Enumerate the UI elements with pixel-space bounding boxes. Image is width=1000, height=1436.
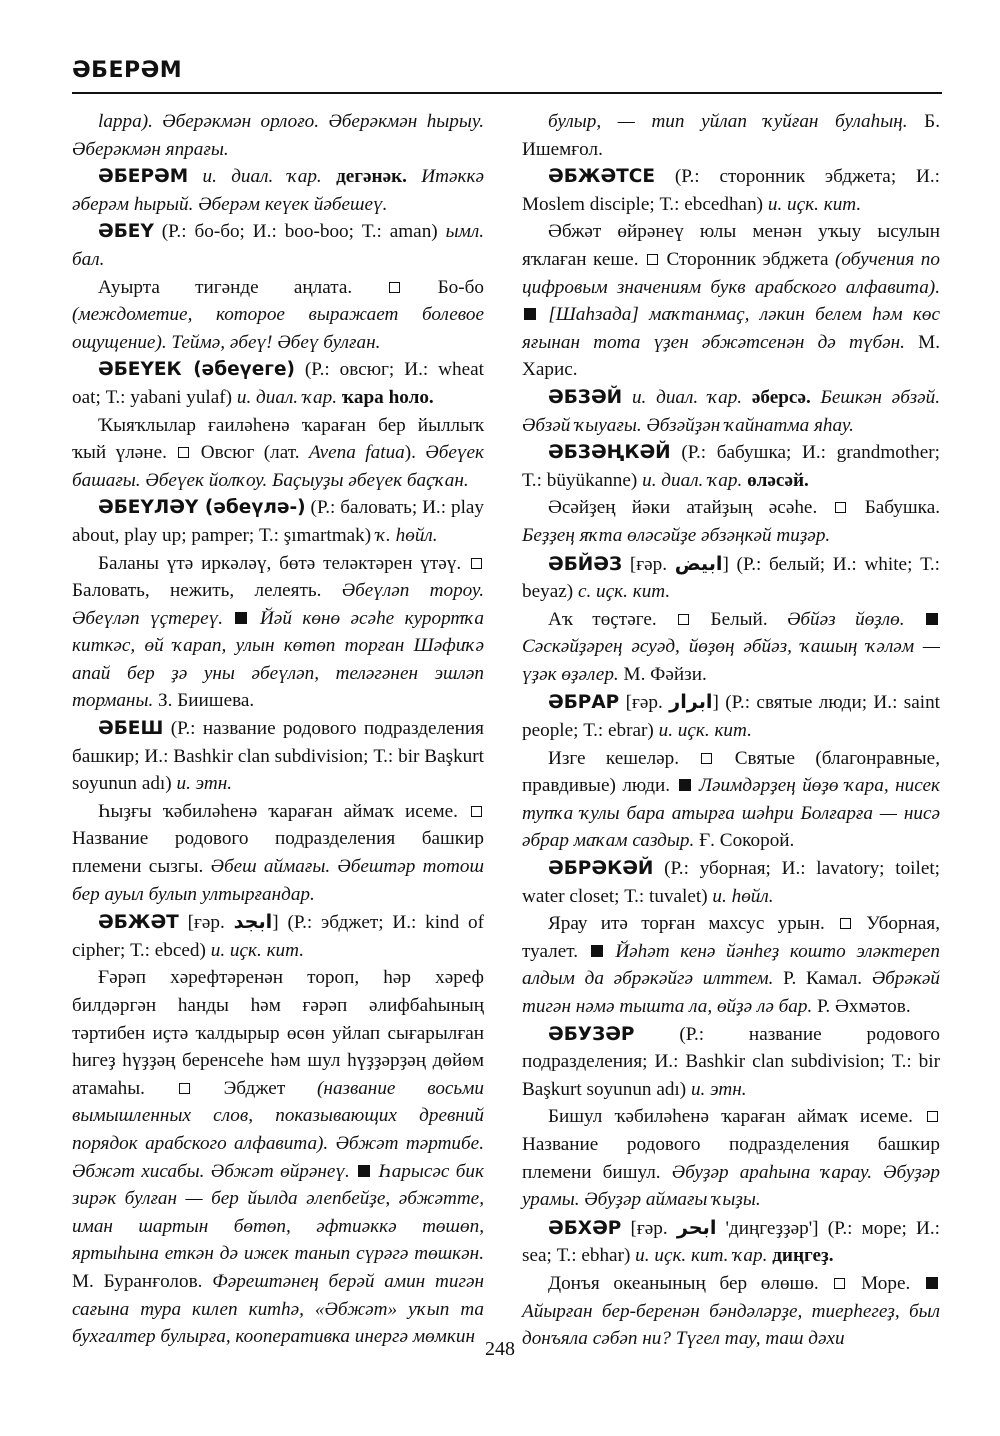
russian-translation-marker-icon bbox=[834, 1278, 845, 1289]
entry-paragraph bbox=[522, 494, 940, 549]
text: Название родового подразделения башкир племени сызгы. bbox=[72, 828, 484, 878]
italic-text: и. диал. ҡар. bbox=[236, 386, 342, 408]
headword: ƏБЗƏҢКƏЙ bbox=[548, 442, 671, 464]
dictionary-entry bbox=[522, 384, 940, 439]
entry-paragraph bbox=[72, 798, 484, 908]
text: Ғəрəп хəрефтəренəн тороп, һəр хəреф билдəргəн һанды һəм ғəрəп əлифбаһының тəртибен иҫтə ҡалдырыр өсөн уйлап сығарылған һигеҙ һүҙҙəң беренсеһе һəм шул һүҙҙəрҙəң дөйөм атамаһы. bbox=[72, 967, 484, 1099]
italic-text: Əбуҙəр араһына ҡарау. Əбуҙəр урамы. Əбуҙəр аймағы ҡыҙы. bbox=[522, 1161, 941, 1211]
quotation-marker-icon bbox=[235, 612, 247, 624]
dictionary-entry bbox=[72, 494, 484, 549]
italic-text: Фəрештəнең берəй амин тигəн сағына тура килеп китһə, «Əбжəт» уҡып та бухгалтер булырға, кооперативка инергə мөмкин bbox=[72, 1270, 485, 1348]
text: (Р.: название родового подразделения башкир; И.: Bashkir clan subdivision; Т.: bir Başkurt soyunun adı) bbox=[72, 718, 484, 795]
headword: ƏБУЗƏР bbox=[548, 1023, 635, 1045]
dictionary-entry bbox=[522, 688, 940, 744]
entry-paragraph bbox=[522, 108, 940, 163]
russian-translation-marker-icon bbox=[927, 1111, 938, 1122]
text: Əбжəт өйрəнеү юлы менəн уҡыу ысулын яҡлаған кеше. bbox=[522, 221, 940, 270]
russian-translation-marker-icon bbox=[840, 918, 851, 929]
dictionary-entry bbox=[522, 550, 940, 606]
text: Море. bbox=[847, 1272, 924, 1294]
italic-text: [Шаһзада] маҡтанмаҫ, лəкин белем һəм көс яғынан тота үҙен əбжəтсенəн дə түбəн. bbox=[522, 304, 940, 353]
text: Р. Əхмəтов. bbox=[812, 996, 911, 1017]
arabic-etymon: ابجد bbox=[233, 910, 273, 934]
headword: ƏБЖƏТ bbox=[98, 912, 179, 934]
russian-translation-marker-icon bbox=[835, 502, 846, 513]
bold-text: диңгеҙ. bbox=[772, 1245, 834, 1267]
dictionary-entry bbox=[72, 218, 484, 273]
italic-text: Əбеүлəп тороу. Əбеүлəп үҫтереү. bbox=[72, 580, 484, 629]
text: Сторонник эбджета bbox=[659, 248, 835, 270]
headword: ƏБЕҮЛƏҮ (əбеүлə-) bbox=[98, 497, 306, 519]
headword: ƏБРƏКƏЙ bbox=[548, 858, 654, 880]
headword: ƏБХƏР bbox=[548, 1217, 622, 1239]
text: Донъя океанының бер өлөшө. bbox=[548, 1272, 833, 1294]
text: 'диңгеҙҙəр'] (Р.: море; И.: sea; Т.: ebhar) bbox=[522, 1217, 940, 1267]
arabic-etymon: ابحر bbox=[676, 1215, 717, 1239]
italic-text: и. этн. bbox=[690, 1078, 747, 1100]
text: (Р.: уборная; И.: lavatory; toilet; water closet; Т.: tuvalet) bbox=[522, 858, 940, 907]
dictionary-entry bbox=[522, 163, 940, 218]
italic-text: и. диал. ҡар. bbox=[622, 386, 752, 408]
italic-text: с. иҫк. кит. bbox=[577, 581, 671, 603]
italic-text: Һарысəс бик зирəк булған — бер йылда əлепбейҙе, əбжəтте, иман шартын бөтөп, əфтиəккə төшөп, яртыһына еткəн дə ижек танып сүрəгə төшкəн. bbox=[72, 1160, 485, 1265]
text: Святые (благонравные, правдивые) люди. bbox=[522, 747, 940, 797]
italic-text: Итəккə əберəм һырый. Əберəм кеүек йəбешеү. bbox=[72, 166, 484, 215]
entry-paragraph bbox=[522, 910, 940, 1020]
dictionary-entry bbox=[72, 163, 484, 218]
bold-text: ҡара һоло. bbox=[341, 386, 434, 408]
header-rule bbox=[72, 92, 942, 94]
italic-text: Avena fatua bbox=[308, 442, 405, 464]
italic-text: и. этн. bbox=[176, 773, 233, 795]
italic-text: Айырған бер-беренəн бəндəлəрҙе, тиерһегеҙ, был донъяла сəбəп ни? Түгел тау, таш дəхи bbox=[522, 1300, 940, 1350]
dictionary-entry bbox=[522, 1021, 940, 1104]
text: ] (Р.: белый; И.: white; Т.: beyaz) bbox=[522, 553, 941, 603]
dictionary-entry bbox=[522, 855, 940, 910]
headword: ƏБЕҮЕК (əбеүеге) bbox=[98, 359, 295, 381]
entry-paragraph bbox=[522, 218, 940, 384]
italic-text: lappa). Əберəкмəн орлоғо. Əберəкмəн һырыу. Əберəкмəн япрағы. bbox=[72, 111, 484, 160]
italic-text: Əбеш аймағы. Əбештəр тотош бер ауыл булып ултырғандар. bbox=[72, 856, 484, 905]
text: (Р.: название родового подразделения; И.: Bashkir clan subdivision; Т.: bir Başkurt soyunun adı) bbox=[522, 1023, 940, 1100]
italic-text: (междометие, которое выражает болевое ощущение). Теймə, əбеү! Əбеү булған. bbox=[72, 304, 484, 353]
text: Название родового подразделения башкир племени бишул. bbox=[522, 1133, 940, 1183]
page-header bbox=[72, 58, 944, 83]
quotation-marker-icon bbox=[926, 1277, 938, 1289]
text: Əсəйҙең йəки атайҙың əсəһе. bbox=[548, 497, 834, 519]
russian-translation-marker-icon bbox=[179, 1083, 190, 1094]
entry-paragraph bbox=[72, 964, 484, 1350]
text: Овсюг (лат. bbox=[191, 442, 309, 464]
page-number: 248 bbox=[485, 1338, 515, 1360]
text: Бо-бо bbox=[402, 276, 484, 298]
text: М. Харис. bbox=[522, 331, 941, 381]
italic-text: Сəскəйҙəрең əсуəд, йөҙөң əбйəз, ҡашың ҡəлəм — үҙəк өҙəлер. bbox=[522, 636, 940, 685]
entry-paragraph bbox=[72, 412, 484, 495]
text: Эбджет bbox=[191, 1077, 318, 1099]
arabic-etymon: ابرار bbox=[669, 690, 713, 714]
text: Ярау итə торған махсус урын. bbox=[548, 913, 839, 935]
italic-text: булыр, — тип уйлап ҡуйған булаһың. bbox=[548, 111, 908, 132]
italic-text: и. иҫк. кит. bbox=[210, 939, 305, 961]
text: Баловать, нежить, лелеять. bbox=[72, 580, 342, 602]
headword: ƏБЕҮ bbox=[98, 221, 154, 243]
bold-text: əберсə. bbox=[751, 386, 811, 408]
text: (Р.: баловать; И.: play about, play up; pamper; Т.: şımartmak) bbox=[72, 497, 485, 546]
italic-text: и. иҫк. кит. bbox=[658, 720, 752, 742]
russian-translation-marker-icon bbox=[471, 806, 482, 817]
italic-text: Лəимдəрҙең йөҙө ҡара, нисек тупҡа ҡулы бара атырға шəһри Болғарға — нисə əбрар маҡам саздыр. bbox=[522, 775, 940, 852]
bold-text: өлəсəй. bbox=[747, 469, 809, 491]
running-head: ƏБЕРƏМ bbox=[72, 58, 183, 83]
headword: ƏБЕШ bbox=[98, 718, 164, 740]
dictionary-entry bbox=[72, 715, 484, 798]
quotation-marker-icon bbox=[358, 1165, 370, 1177]
italic-text: и. диал. ҡар. bbox=[188, 166, 337, 188]
dictionary-entry bbox=[72, 908, 484, 964]
text: М. Буранғолов. bbox=[72, 1270, 213, 1292]
entry-paragraph bbox=[72, 550, 484, 716]
italic-text: Бешкəн əбзəй. Əбзəй ҡыуағы. Əбзəйҙəн ҡайнатма яһау. bbox=[522, 386, 940, 436]
quotation-marker-icon bbox=[679, 779, 691, 791]
text: [ғəр. bbox=[622, 553, 675, 575]
text: Р. Камал. bbox=[773, 968, 872, 990]
text: Уборная, туалет. bbox=[522, 913, 940, 962]
italic-text: и. диал. ҡар. bbox=[642, 469, 748, 491]
headword: ƏБРАР bbox=[548, 692, 620, 714]
text: Бишул ҡəбилəһенə ҡараған аймаҡ исеме. bbox=[548, 1106, 925, 1128]
russian-translation-marker-icon bbox=[389, 282, 400, 293]
italic-text: ҡ. һөйл. bbox=[375, 524, 438, 546]
arabic-etymon: ابيض bbox=[674, 551, 723, 575]
text: Һыҙғы ҡəбилəһенə ҡараған аймаҡ исеме. bbox=[98, 800, 469, 822]
text: Ғ. Сокорой. bbox=[694, 830, 795, 852]
text: ] (Р.: святые люди; И.: saint people; Т.: ebrar) bbox=[522, 692, 941, 742]
quotation-marker-icon bbox=[524, 308, 536, 320]
italic-text: Йəһəт кенə йəнһеҙ кошто элəктереп алдым да əбрəкəйгə илттем. bbox=[522, 940, 940, 990]
headword: ƏБЕРƏМ bbox=[98, 166, 189, 188]
italic-text: и. иҫк. кит. bbox=[767, 193, 862, 215]
text: Б. Ишемғол. bbox=[522, 111, 940, 160]
headword: ƏБЙƏЗ bbox=[548, 553, 623, 575]
text: З. Биишева. bbox=[153, 690, 255, 712]
italic-text: и. иҫк. кит. ҡар. bbox=[635, 1245, 773, 1267]
text: Изге кешелəр. bbox=[548, 747, 700, 769]
entry-paragraph bbox=[72, 274, 484, 357]
text: Ҡыяҡлылар ғаилəһенə ҡараған бер йыллыҡ ҡый үлəне. bbox=[72, 414, 484, 464]
text: [ғəр. bbox=[178, 912, 234, 934]
russian-translation-marker-icon bbox=[178, 447, 189, 458]
italic-text: Əбеүек башағы. Əбеүек йолҡоу. Баҫыуҙы əбеүек баҫҡан. bbox=[72, 442, 485, 491]
dictionary-entry bbox=[522, 439, 940, 494]
italic-text: (обучения по цифровым значениям букв арабского алфавита). bbox=[522, 248, 940, 298]
entry-paragraph bbox=[72, 108, 484, 163]
headword: ƏБЗƏЙ bbox=[548, 386, 623, 408]
italic-text: Əбйəз йөҙлө. bbox=[787, 608, 924, 630]
quotation-marker-icon bbox=[591, 945, 603, 957]
quotation-marker-icon bbox=[926, 613, 938, 625]
dictionary-entry bbox=[72, 356, 484, 411]
italic-text: Əбрəкəй тигəн нəмə тышта ла, өйҙə лə бар. bbox=[522, 968, 940, 1017]
text: (Р.: бабушка; И.: grandmother; Т.: büyükanne) bbox=[522, 442, 940, 491]
italic-text: Беҙҙең яҡта өлəсəйҙе əбзəңкəй тиҙəр. bbox=[522, 524, 831, 546]
russian-translation-marker-icon bbox=[678, 614, 689, 625]
text: (Р.: бо-бо; И.: boo-boo; Т.: aman) bbox=[153, 221, 446, 243]
text: [ғəр. bbox=[621, 1217, 677, 1239]
text: [ғəр. bbox=[619, 692, 670, 714]
text: Ауырта тигəнде аңлата. bbox=[98, 276, 388, 298]
text: Баланы үтə иркəлəү, бөтə телəктəрен үтəү. bbox=[98, 552, 469, 574]
text: ). bbox=[404, 442, 426, 464]
entry-paragraph bbox=[522, 745, 940, 855]
italic-text: и. һөйл. bbox=[712, 885, 774, 907]
text: Бабушка. bbox=[848, 497, 941, 519]
dictionary-entry bbox=[522, 1214, 940, 1270]
text: (Р.: сторонник эбджета; И.: Moslem disciple; Т.: ebcedhan) bbox=[522, 166, 940, 215]
italic-text: Йəй көнө əсəһе курортҡа киткəс, өй ҡарап, улын көтөп торған Шəфиҡə апай бер ҙə уны əбеүлəп, телəгəнен эшлəп торманы. bbox=[72, 607, 484, 712]
headword: ƏБЖƏТСЕ bbox=[548, 166, 655, 188]
text: Белый. bbox=[691, 608, 788, 630]
entry-paragraph bbox=[522, 1103, 940, 1213]
italic-text: ымл. бал. bbox=[72, 221, 484, 270]
entry-paragraph bbox=[522, 606, 940, 689]
bold-text: дегəнəк. bbox=[336, 166, 407, 188]
text: (Р.: овсюг; И.: wheat oat; Т.: yabani yulaf) bbox=[72, 359, 484, 408]
text: Аҡ төҫтəге. bbox=[548, 608, 677, 630]
russian-translation-marker-icon bbox=[471, 558, 482, 569]
russian-translation-marker-icon bbox=[647, 254, 658, 265]
left-column bbox=[72, 108, 484, 1351]
italic-text: (название восьми вымышленных слов, показывающих древний порядок арабского алфавита). Əбжəт тəртибе. Əбжəт хисабы. Əбжəт өйрəнеү. bbox=[72, 1077, 485, 1182]
text: ] (Р.: эбджет; И.: kind of cipher; Т.: ebced) bbox=[72, 912, 485, 961]
russian-translation-marker-icon bbox=[701, 753, 712, 764]
right-column bbox=[522, 108, 940, 1353]
text: М. Фəйзи. bbox=[618, 663, 707, 685]
